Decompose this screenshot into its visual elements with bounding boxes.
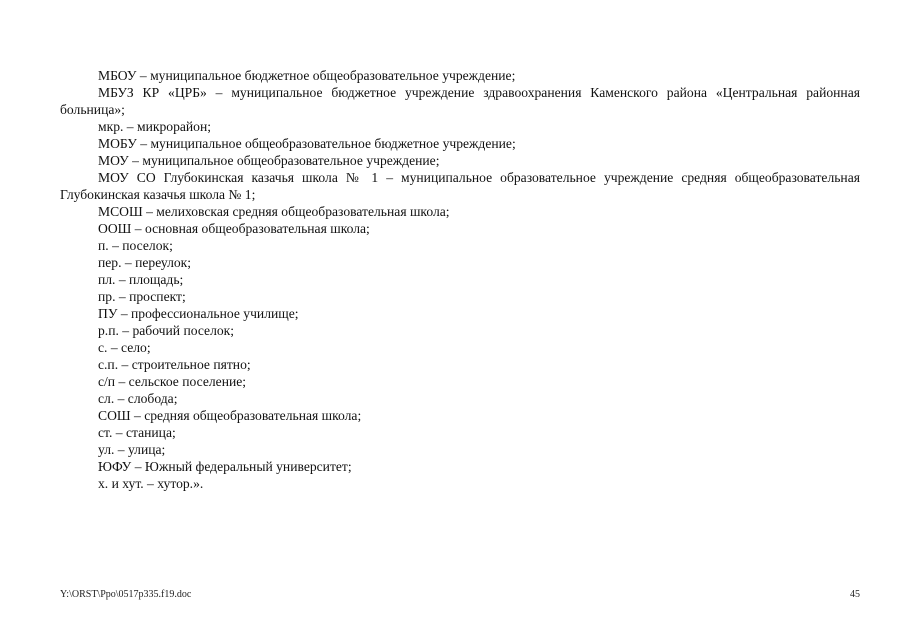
list-item: МБУЗ КР «ЦРБ» – муниципальное бюджетное учреждение здравоохранения Каменского района «Центральная районная больница»;	[60, 85, 860, 117]
list-item: МБОУ – муниципальное бюджетное общеобразовательное учреждение;	[98, 68, 516, 83]
list-item: с. – село;	[98, 340, 151, 355]
list-item: ООШ – основная общеобразовательная школа;	[98, 221, 370, 236]
list-item: пр. – проспект;	[98, 289, 186, 304]
list-item: ул. – улица;	[98, 442, 166, 457]
list-item: р.п. – рабочий поселок;	[98, 323, 235, 338]
list-item: п. – поселок;	[98, 238, 173, 253]
file-path: Y:\ORST\Ppo\0517p335.f19.doc	[60, 589, 192, 600]
list-item: МОУ – муниципальное общеобразовательное учреждение;	[98, 153, 440, 168]
list-item: ст. – станица;	[98, 425, 176, 440]
list-item: пл. – площадь;	[98, 272, 184, 287]
list-item: МОУ СО Глубокинская казачья школа № 1 – муниципальное образовательное учреждение средняя общеобразовательная Глубокинская казачья школа № 1;	[60, 170, 860, 202]
list-item: ЮФУ – Южный федеральный университет;	[98, 459, 352, 474]
list-item: СОШ – средняя общеобразовательная школа;	[98, 408, 362, 423]
list-item: с.п. – строительное пятно;	[98, 357, 251, 372]
list-item: х. и хут. – хутор.».	[98, 476, 204, 491]
list-item: ПУ – профессиональное училище;	[98, 306, 299, 321]
list-item: МСОШ – мелиховская средняя общеобразовательная школа;	[98, 204, 450, 219]
list-item: пер. – переулок;	[98, 255, 192, 270]
list-item: МОБУ – муниципальное общеобразовательное бюджетное учреждение;	[98, 136, 516, 151]
list-item: сл. – слобода;	[98, 391, 178, 406]
list-item: с/п – сельское поселение;	[98, 374, 247, 389]
abbreviation-list	[60, 67, 860, 492]
page-number: 45	[850, 589, 860, 600]
list-item: мкр. – микрорайон;	[98, 119, 212, 134]
